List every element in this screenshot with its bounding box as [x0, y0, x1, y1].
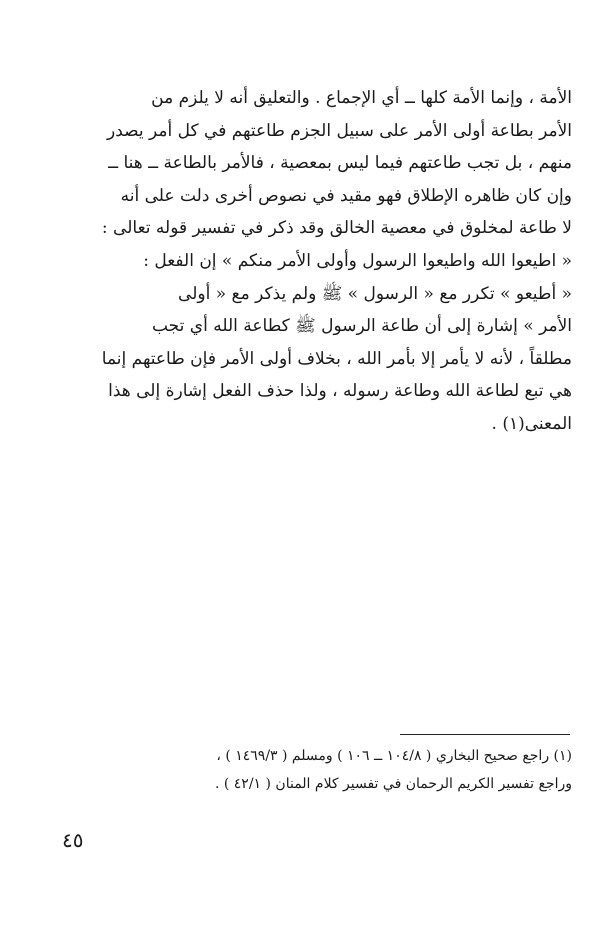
text-line-3: منهم ، بل تجب طاعتهم فيما ليس بمعصية ، فالأمر بالطاعة ــ هنا ــ: [108, 153, 572, 174]
text-line-6: « اطيعوا الله واطيعوا الرسول وأولى الأمر منكم » إن الفعل :: [143, 250, 572, 271]
page-number: ٤٥: [62, 828, 84, 852]
text-line-9: مطلقاً ، لأنه لا يأمر إلا بأمر الله ، بخلاف أولى الأمر فإن طاعتهم إنما: [101, 348, 572, 369]
text-line-2: الأمر بطاعة أولى الأمر على سبيل الجزم طاعتهم في كل أمر يصدر: [107, 120, 572, 141]
text-line-5: لا طاعة لمخلوق في معصية الخالق وقد ذكر في تفسير قوله تعالى :: [101, 218, 572, 239]
text-line-10: هي تبع لطاعة الله وطاعة رسوله ، ولذا حذف الفعل إشارة إلى هذا: [108, 381, 572, 402]
text-line-4: وإن كان ظاهره الإطلاق فهو مقيد في نصوص أخرى دلت على أنه: [120, 185, 572, 206]
text-line-11: المعنى(١) .: [491, 413, 572, 434]
footnote-separator: [400, 734, 570, 735]
text-line-8: الأمر » إشارة إلى أن طاعة الرسول ﷺ كطاعة الله أي تجب: [151, 316, 572, 337]
main-text-block: [36, 82, 572, 441]
footnote-line-1: (١) راجع صحيح البخاري ( ١٠٤/٨ ــ ١٠٦ ) ومسلم ( ١٤٦٩/٣ ) ،: [216, 748, 572, 764]
text-line-1: الأمة ، وإنما الأمة كلها ــ أي الإجماع . والتعليق أنه لا يلزم من: [151, 88, 572, 108]
footnotes-block: [36, 742, 572, 798]
footnote-line-2: وراجع تفسير الكريم الرحمان في تفسير كلام المنان ( ٤٢/١ ) .: [214, 776, 572, 792]
text-line-7: « أطيعو » تكرر مع « الرسول » ﷺ ولم يذكر مع « أولى: [178, 283, 572, 304]
